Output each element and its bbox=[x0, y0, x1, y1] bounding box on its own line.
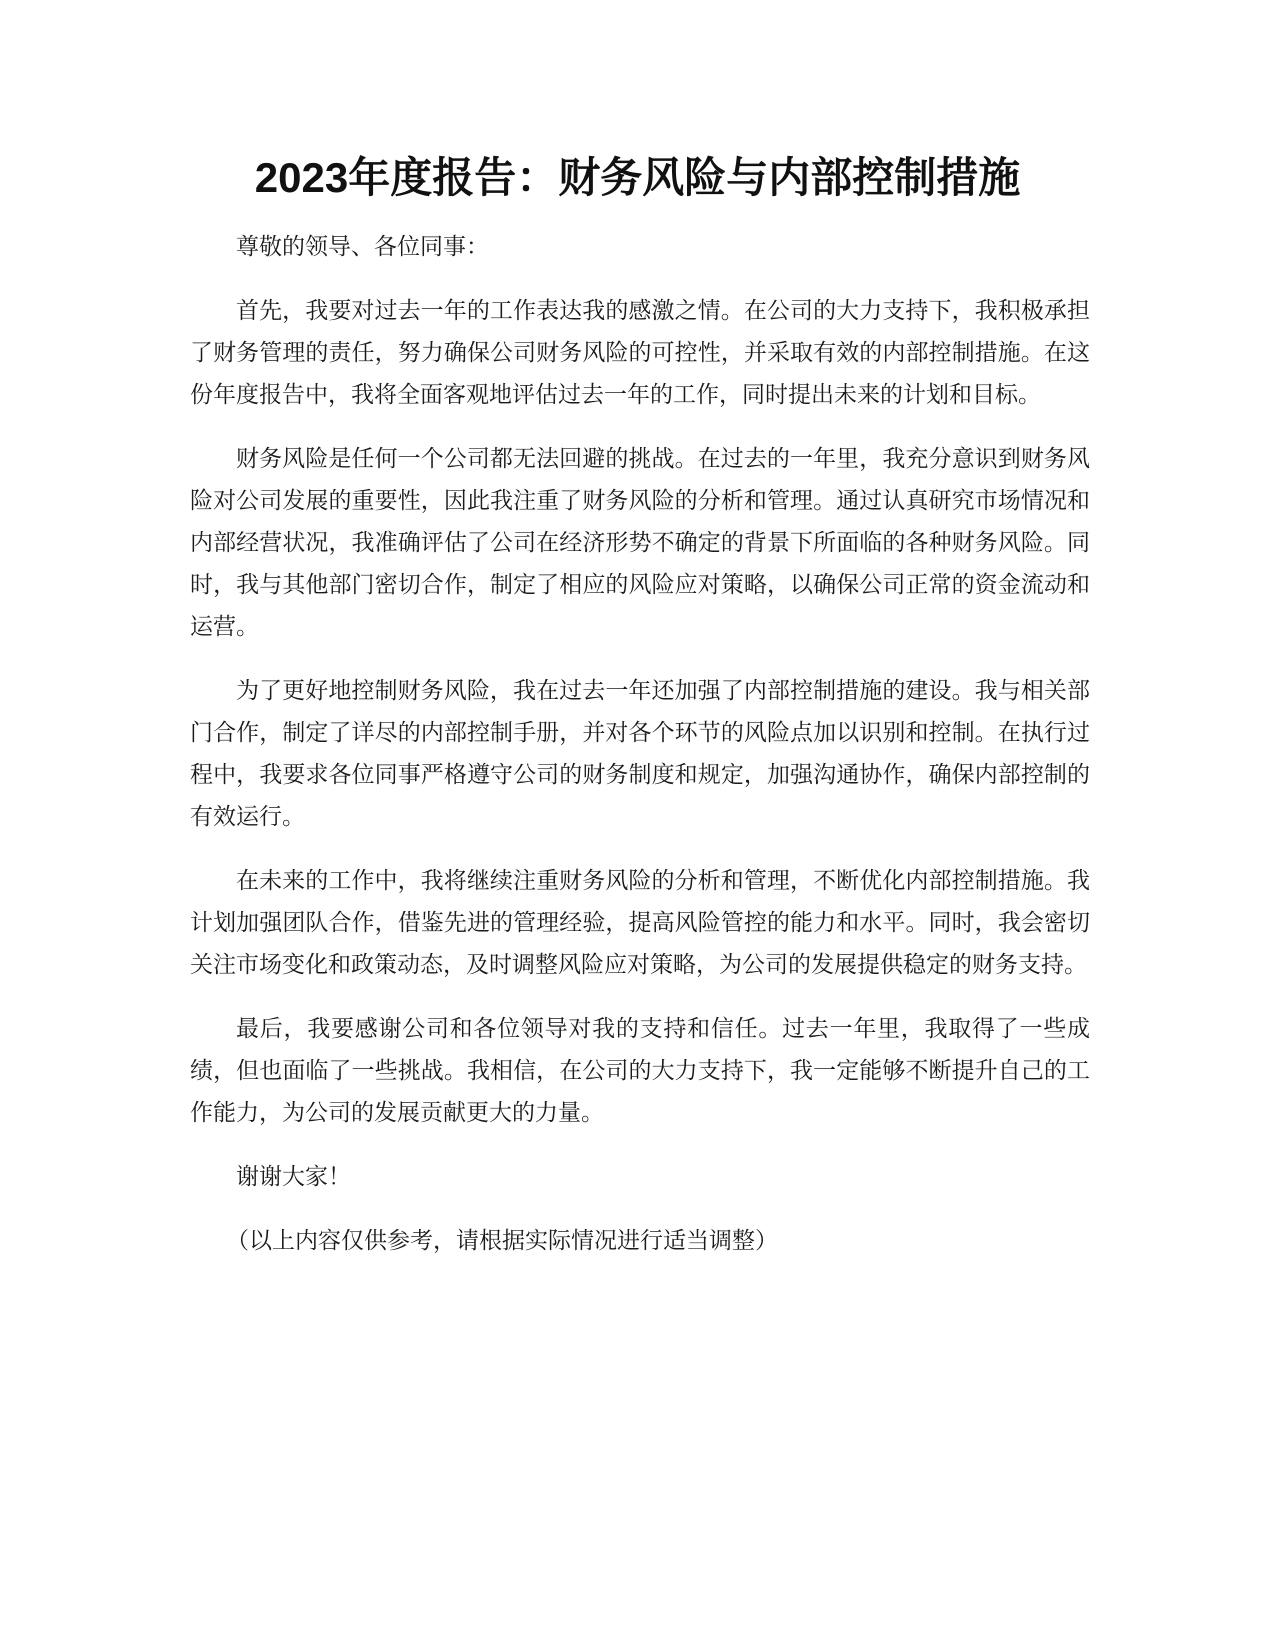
closing-line: 谢谢大家！ bbox=[236, 1164, 351, 1190]
document-title: 2023年度报告：财务风险与内部控制措施 bbox=[254, 154, 1021, 201]
paragraph-internal-control: 为了更好地控制财务风险，我在过去一年还加强了内部控制措施的建设。我与相关部门合作，制定了详尽的内部控制手册，并对各个环节的风险点加以识别和控制。在执行过程中，我要求各位同事严格遵守公司的财务制度和规定，加强沟通协作，确保内部控制的有效运行。 bbox=[190, 678, 1090, 830]
paragraph-future-plan: 在未来的工作中，我将继续注重财务风险的分析和管理，不断优化内部控制措施。我计划加强团队合作，借鉴先进的管理经验，提高风险管控的能力和水平。同时，我会密切关注市场变化和政策动态，及时调整风险应对策略，为公司的发展提供稳定的财务支持。 bbox=[190, 868, 1090, 978]
disclaimer-note: （以上内容仅供参考，请根据实际情况进行适当调整） bbox=[226, 1228, 778, 1254]
greeting-line: 尊敬的领导、各位同事： bbox=[236, 234, 489, 260]
paragraph-financial-risk: 财务风险是任何一个公司都无法回避的挑战。在过去的一年里，我充分意识到财务风险对公司发展的重要性，因此我注重了财务风险的分析和管理。通过认真研究市场情况和内部经营状况，我准确评估了公司在经济形势不确定的背景下所面临的各种财务风险。同时，我与其他部门密切合作，制定了相应的风险应对策略，以确保公司正常的资金流动和运营。 bbox=[190, 446, 1090, 640]
paragraph-thanks: 最后，我要感谢公司和各位领导对我的支持和信任。过去一年里，我取得了一些成绩，但也面临了一些挑战。我相信，在公司的大力支持下，我一定能够不断提升自己的工作能力，为公司的发展贡献更大的力量。 bbox=[190, 1016, 1090, 1126]
paragraph-gratitude: 首先，我要对过去一年的工作表达我的感激之情。在公司的大力支持下，我积极承担了财务管理的责任，努力确保公司财务风险的可控性，并采取有效的内部控制措施。在这份年度报告中，我将全面客观地评估过去一年的工作，同时提出未来的计划和目标。 bbox=[190, 298, 1090, 408]
document-body bbox=[190, 226, 1090, 1284]
